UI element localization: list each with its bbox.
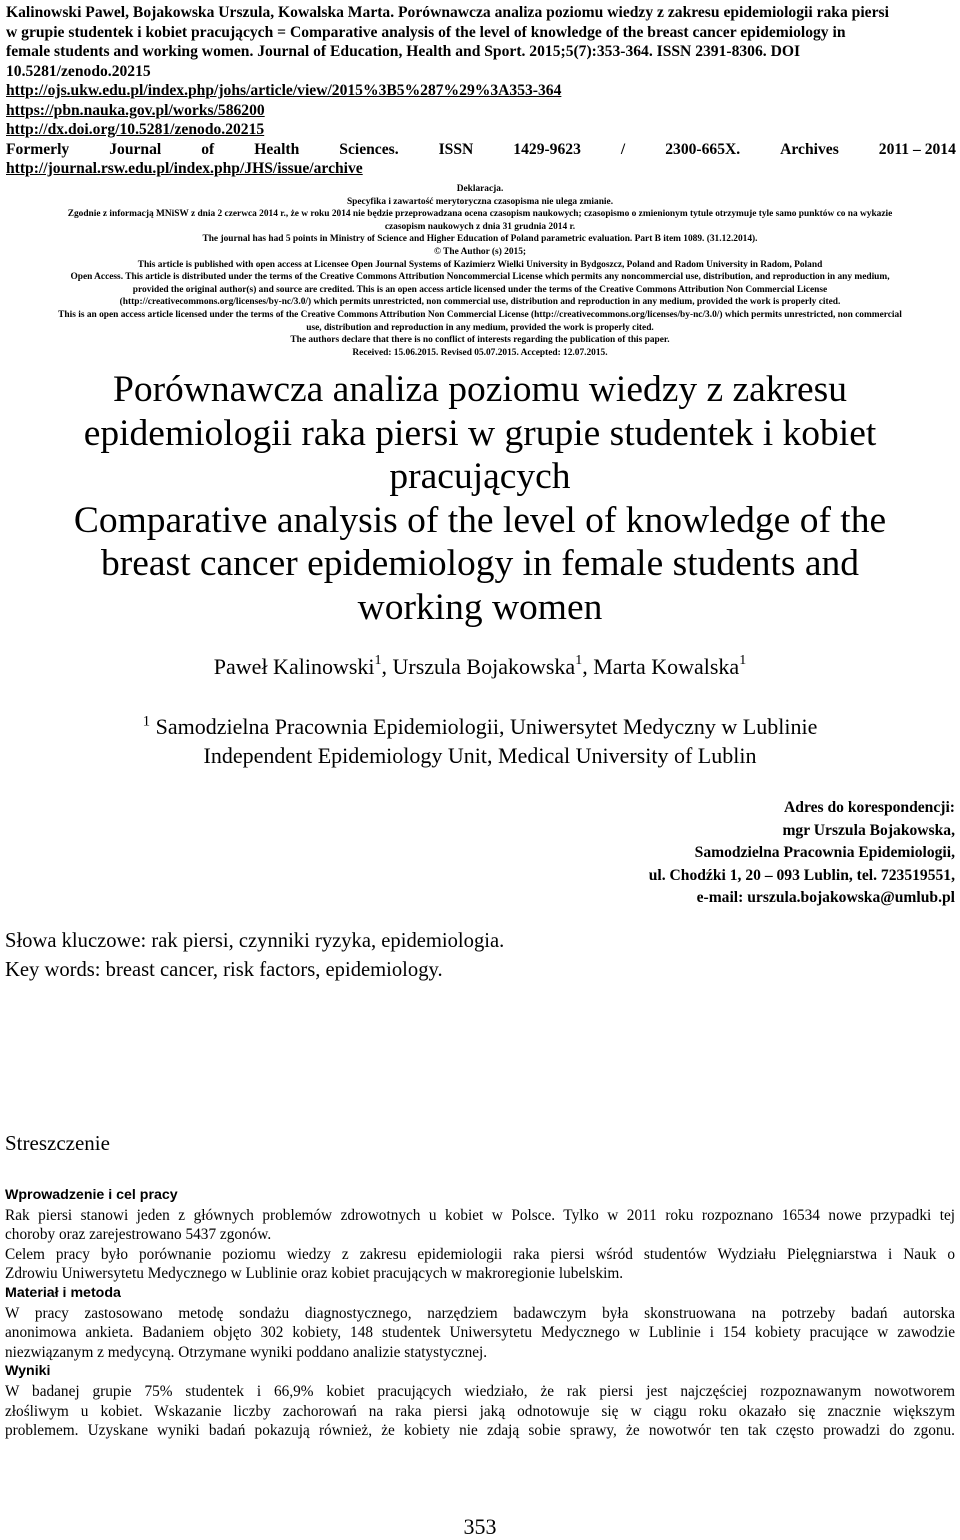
section-title-intro: Wprowadzenie i cel pracy (5, 1187, 178, 1203)
correspondence-line: Samodzielna Pracownia Epidemiologii, (694, 844, 955, 861)
title-en-line: Comparative analysis of the level of knowledge of the (73, 499, 887, 541)
citation-link-ojs[interactable]: http://ojs.ukw.edu.pl/index.php/johs/article/view/2015%3B5%287%29%3A353-364 (6, 82, 562, 99)
correspondence-line: ul. Chodźki 1, 20 – 093 Lublin, tel. 723519551, (648, 866, 955, 884)
notice-line: Open Access. This article is distributed under the terms of the Creative Commons Attribution Noncommercial License which permits any noncommercial use, distribution, and reproduction in any medium, (70, 272, 890, 283)
citation-line: female students and working women. Journal of Education, Health and Sport. 2015;5(7):353-364. ISSN 2391-8306. DOI (6, 43, 801, 60)
affiliation-mark: 1 (142, 713, 151, 730)
abstract-line: choroby oraz zarejestrowano 5437 zgonów. (5, 1226, 272, 1244)
affiliation-en: Independent Epidemiology Unit, Medical University of Lublin (203, 743, 757, 768)
citation-link-doi[interactable]: http://dx.doi.org/10.5281/zenodo.20215 (6, 121, 265, 138)
affiliation-pl: Samodzielna Pracownia Epidemiologii, Uniwersytet Medyczny w Lublinie (155, 714, 818, 739)
correspondence-line: mgr Urszula Bojakowska, (782, 821, 955, 839)
abstract-line: Celem pracy było porównanie poziomu wiedzy z zakresu epidemiologii raka piersi wśród studentów Wydziału Pielęgniarstwa i Nauk o (5, 1245, 955, 1263)
formerly-word: Sciences. (339, 140, 399, 158)
formerly-word: / (620, 140, 626, 158)
notice-line: czasopism naukowych z dnia 31 grudnia 2014 r. (384, 221, 576, 232)
title-pl-line: pracujących (389, 456, 571, 497)
keywords-block (5, 927, 905, 985)
formerly-word: Health (254, 140, 300, 158)
formerly-word: ISSN (438, 140, 474, 158)
citation-link-archive[interactable]: http://journal.rsw.edu.pl/index.php/JHS/issue/archive (6, 160, 363, 177)
keywords-en: Key words: breast cancer, risk factors, epidemiology. (5, 959, 443, 981)
abstract-line: Rak piersi stanowi jeden z głównych problemów zdrowotnych u kobiet w Polsce. Tylko w 2011 roku rozpoznano 16534 nowe przypadki tej (5, 1206, 955, 1224)
citation-link-pbn[interactable]: https://pbn.nauka.gov.pl/works/586200 (6, 101, 265, 119)
notice-line: The journal has had 5 points in Ministry of Science and Higher Education of Poland parametric evaluation. Part B item 1089. (31.12.2014). (202, 234, 758, 245)
citation-line: Kalinowski Pawel, Bojakowska Urszula, Kowalska Marta. Porównawcza analiza poziomu wiedzy z zakresu epidemiologii raka piersi (6, 4, 889, 21)
correspondence-email: e-mail: urszula.bojakowska@umlub.pl (696, 889, 955, 906)
notice-line: (http://creativecommons.org/licenses/by-nc/3.0/) which permits unrestricted, non commercial use, distribution and reproduction in any medium, provided the work is properly cited. (119, 297, 841, 308)
notice-line: This article is published with open access at Licensee Open Journal Systems of Kazimierz Wielki University in Bydgoszcz, Poland and Radom University in Radom, Poland (137, 259, 823, 270)
notice-line: Deklaracja. (456, 184, 504, 194)
title-en-line: working women (357, 586, 603, 628)
citation-doi: 10.5281/zenodo.20215 (6, 62, 151, 80)
author-affiliation-mark: 1 (374, 652, 382, 668)
article-title (0, 368, 960, 629)
section-title-methods: Materiał i metoda (5, 1284, 121, 1301)
notice-line: Received: 15.06.2015. Revised 05.07.2015. Accepted: 12.07.2015. (352, 347, 608, 358)
authors-line (0, 652, 960, 682)
author-name: Marta Kowalska (593, 654, 740, 679)
affiliation-block (0, 712, 960, 770)
formerly-word: of (201, 140, 215, 158)
notice-line: Specyfika i zawartość merytoryczna czasopisma nie ulega zmianie. (346, 196, 614, 207)
abstract-line: W badanej grupie 75% studentek i 66,9% kobiet pracujących wiedziało, że rak piersi jest najczęściej rozpoznawanym nowotworem (5, 1382, 955, 1400)
title-pl-line: epidemiologii raka piersi w grupie studentek i kobiet (83, 412, 877, 454)
correspondence-heading: Adres do korespondencji: (784, 799, 955, 816)
publication-notice (0, 183, 960, 359)
notice-line: provided the original author(s) and source are credited. This is an open access article licensed under the terms of the Creative Commons Attribution Non Commercial License (132, 284, 828, 295)
notice-line: Zgodnie z informacją MNiSW z dnia 2 czerwca 2014 r., że w roku 2014 nie będzie przeprowadzana ocena czasopism naukowych; czasopismo o zmienionym tytule otrzymuje tyle samo punktów co na wykazie (67, 209, 893, 220)
abstract-line: problemem. Uzyskane wyniki badań pokazują również, że kobiety nie zdają sobie sprawy, że nowotwór ten tak często prowadzi do zgonu. (5, 1422, 955, 1440)
abstract-line: anonimowa ankieta. Badaniem objęto 302 kobiety, 148 studentek Uniwersytetu Medycznego w Lublinie i 154 kobiety pracujące w zawodzie (5, 1324, 955, 1342)
keywords-pl: Słowa kluczowe: rak piersi, czynniki ryzyka, epidemiologia. (5, 930, 505, 952)
section-title-results: Wyniki (5, 1363, 51, 1380)
abstract-line: niezwiązanym z medycyną. Otrzymane wyniki poddano analizie statystycznej. (5, 1343, 488, 1361)
formerly-word: Archives (780, 140, 839, 158)
author-name: Paweł Kalinowski (213, 654, 375, 679)
formerly-word: Formerly (6, 140, 70, 158)
author-separator: , (582, 654, 594, 679)
formerly-word: 2011 – 2014 (878, 140, 956, 158)
notice-line: The authors declare that there is no conflict of interests regarding the publication of this paper. (290, 335, 670, 346)
author-affiliation-mark: 1 (575, 652, 583, 668)
notice-line: use, distribution and reproduction in any medium, provided the work is properly cited. (306, 322, 654, 333)
formerly-line (6, 140, 956, 160)
page-number: 353 (463, 1514, 497, 1539)
formerly-word: Journal (109, 140, 162, 158)
formerly-word: 1429-9623 (513, 140, 581, 158)
notice-line: This is an open access article licensed under the terms of the Creative Commons Attribution Non Commercial License (http://creativecommons.org/licenses/by-nc/3.0/) which permits unrestricted, non commercial (58, 309, 902, 320)
abstract-heading: Streszczenie (5, 1131, 110, 1155)
formerly-word: 2300-665X. (665, 140, 741, 158)
abstract-body (5, 1186, 955, 1441)
citation-line: w grupie studentek i kobiet pracujących = Comparative analysis of the level of knowledge of the breast cancer epidemiology in (6, 23, 846, 41)
author-name: Urszula Bojakowska (392, 654, 576, 679)
title-en-line: breast cancer epidemiology in female students and (100, 543, 860, 584)
abstract-line: złośliwym u kobiet. Wskazanie liczby zachorowań na raka piersi jaką odnotowuje się w ciągu roku okazało się znacznie większym (5, 1402, 955, 1420)
title-pl-line: Porównawcza analiza poziomu wiedzy z zakresu (112, 369, 848, 410)
citation-block (6, 3, 956, 179)
author-separator: , (381, 654, 393, 679)
correspondence-block (435, 797, 955, 910)
abstract-line: Zdrowiu Uniwersytetu Medycznego w Lublinie oraz kobiet pracujących w makroregionie lubelskim. (5, 1265, 624, 1283)
notice-line: © The Author (s) 2015; (433, 246, 527, 257)
abstract-line: W pracy zastosowano metodę sondażu diagnostycznego, narzędziem badawczym była skonstruowana na potrzeby badań autorska (5, 1304, 955, 1322)
author-affiliation-mark: 1 (739, 652, 747, 668)
